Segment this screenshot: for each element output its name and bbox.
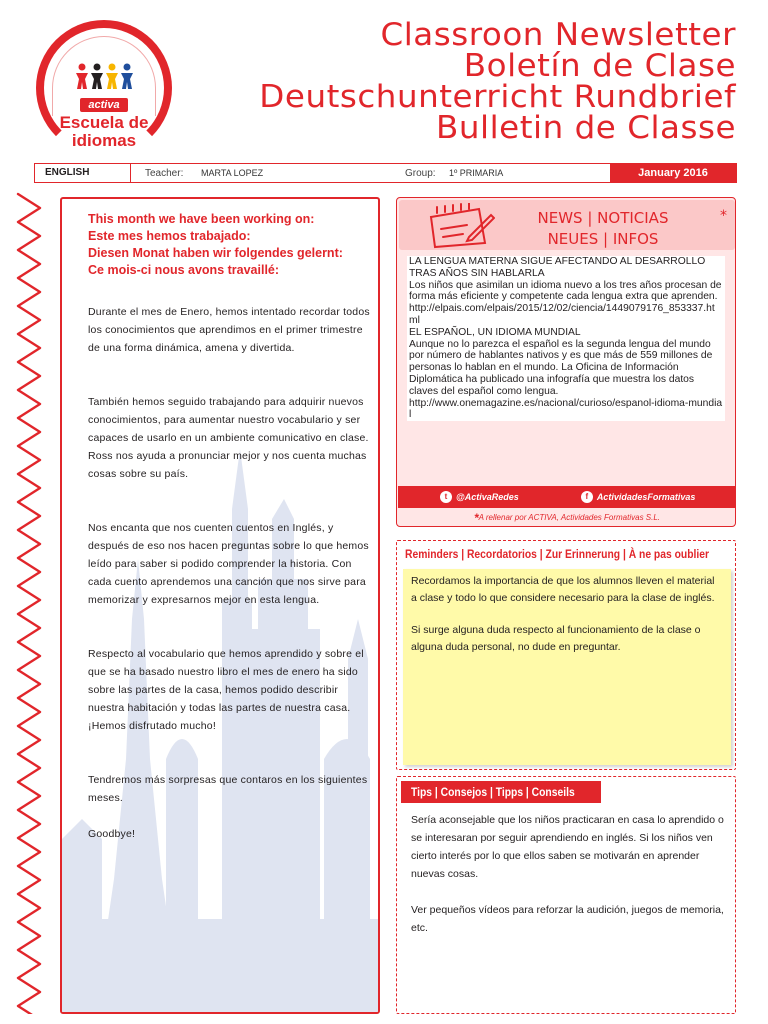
paragraph: También hemos seguido trabajando para adquirir nuevos conocimientos, para aumentar nuestro vocabulario y ser capaces de usarlo en un ambiente comunicativo en clase. Ross nos ayuda a pronunciar mejor y nos cuenta muchas cosas sobre su país. (88, 396, 369, 480)
group-value: 1º PRIMARIA (449, 168, 504, 178)
news-link[interactable]: http://elpais.com/elpais/2015/12/02/ciencia/1449079176_853337.html (409, 303, 715, 326)
monthly-work-headings (88, 211, 343, 279)
issue-date: January 2016 (610, 164, 736, 182)
teacher-label: Teacher: (145, 167, 184, 179)
school-name: Escuela de idiomas (59, 113, 149, 150)
logo-wordmark: activa (80, 98, 128, 112)
monthly-work-panel (60, 197, 380, 1014)
paragraph: Ver pequeños vídeos para reforzar la audición, juegos de memoria, etc. (411, 904, 724, 934)
group-label: Group: (405, 167, 436, 179)
news-panel (396, 197, 736, 527)
paragraph: Respecto al vocabulario que hemos aprendido y sobre el que se ha basado nuestro libro el mes de enero ha sido sobre las partes de la casa, hemos podido describir nuestra habitación y todas las partes de nuestra casa. ¡Hemos disfrutado mucho! (88, 648, 364, 732)
heading-spanish: Este mes hemos trabajado: (88, 229, 251, 243)
heading-german: Diesen Monat haben wir folgendes gelernt: (88, 246, 343, 260)
footnote-text: A rellenar por ACTIVA, Actividades Formativas S.L. (478, 513, 661, 522)
tips-title-tab (401, 781, 601, 803)
news-headline: LA LENGUA MATERNA SIGUE AFECTANDO AL DESARROLLO TRAS AÑOS SIN HABLARLA (409, 256, 706, 279)
footnote-asterisk: * (473, 511, 479, 525)
title-english: Classroon Newsletter (380, 17, 736, 53)
title-german: Deutschunterricht Rundbrief (259, 79, 736, 115)
news-link[interactable]: http://www.onemagazine.es/nacional/curioso/espanol-idioma-mundial (409, 397, 723, 421)
tips-title: Tips | Consejos | Tipps | Conseils (411, 785, 575, 799)
heading-french: Ce mois-ci nous avons travaillé: (88, 263, 280, 277)
paragraph: Sería aconsejable que los niños practicaran en casa lo aprendido o se interesaran por seguir aprendiendo en inglés. Si los niños ven cierto interés por lo que ellos saben se motivarán en aprender nuevas cosas. (411, 814, 724, 880)
title-spanish: Boletín de Clase (463, 48, 736, 84)
reminders-title: Reminders | Recordatorios | Zur Erinnerung | À ne pas oublier (405, 547, 709, 561)
paragraph: Tendremos más sorpresas que contaros en los siguientes meses. (88, 774, 368, 804)
news-content (407, 256, 725, 421)
news-text: Los niños que asimilan un idioma nuevo a los tres años procesan de forma más eficiente y competente cada lengua extra que aprenden. (409, 279, 722, 303)
twitter-link[interactable] (440, 491, 519, 503)
tips-panel (396, 776, 736, 1014)
reminders-panel (396, 540, 736, 770)
paragraph: Si surge alguna duda respecto al funcionamiento de la clase o alguna duda personal, no dude en preguntar. (411, 624, 701, 653)
heading-english: This month we have been working on: (88, 212, 315, 226)
info-bar (34, 163, 737, 183)
facebook-icon: f (581, 491, 593, 503)
news-title-line2: NEUES | INFOS (547, 230, 659, 248)
news-text: Aunque no lo parezca el español es la segunda lengua del mundo por número de hablantes nativos y es que más de 559 millones de personas lo hablan en el mundo. La Oficina de Información Diplomática ha publicado una infografía que muestra los datos claves del español como lengua. (409, 338, 713, 397)
paragraph: Recordamos la importancia de que los alumnos lleven el material a clase y todo lo que considere necesario para la clase de inglés. (411, 575, 715, 604)
social-bar (398, 486, 736, 508)
twitter-handle: @ActivaRedes (456, 492, 519, 502)
tips-text (411, 811, 729, 955)
notepad-pencil-icon (423, 203, 495, 249)
news-title (493, 208, 727, 250)
reminders-text (411, 573, 723, 671)
paragraph: Durante el mes de Enero, hemos intentado recordar todos los conocimientos que aprendimos en el primer trimestre de una forma dinámica, amena y divertida. (88, 306, 370, 354)
facebook-handle: ActividadesFormativas (596, 492, 696, 502)
news-title-line1: NEWS | NOTICIAS (537, 209, 669, 227)
news-header (399, 200, 735, 250)
news-title-asterisk: * (720, 208, 727, 224)
zigzag-border-decoration (12, 188, 46, 1014)
news-footnote (398, 511, 736, 525)
newsletter-titles (259, 17, 736, 146)
title-french: Bulletin de Classe (435, 110, 736, 146)
paragraph: Nos encanta que nos cuenten cuentos en Inglés, y después de eso nos hacen preguntas sobre lo que hemos leído para saber si podido comprender la historia. Con cada cuento aprendemos una canción que nos sirve para memorizar y expresarnos mejor en esta lengua. (88, 522, 369, 606)
language-label: ENGLISH (35, 164, 131, 182)
monthly-work-text (88, 303, 370, 861)
twitter-icon: t (440, 491, 452, 503)
logo-figures-icon (74, 62, 134, 92)
news-headline: EL ESPAÑOL, UN IDIOMA MUNDIAL (409, 326, 581, 338)
facebook-link[interactable] (581, 491, 696, 503)
teacher-name: MARTA LOPEZ (201, 168, 264, 178)
activa-logo (36, 20, 172, 160)
goodbye-text: Goodbye! (88, 828, 136, 840)
